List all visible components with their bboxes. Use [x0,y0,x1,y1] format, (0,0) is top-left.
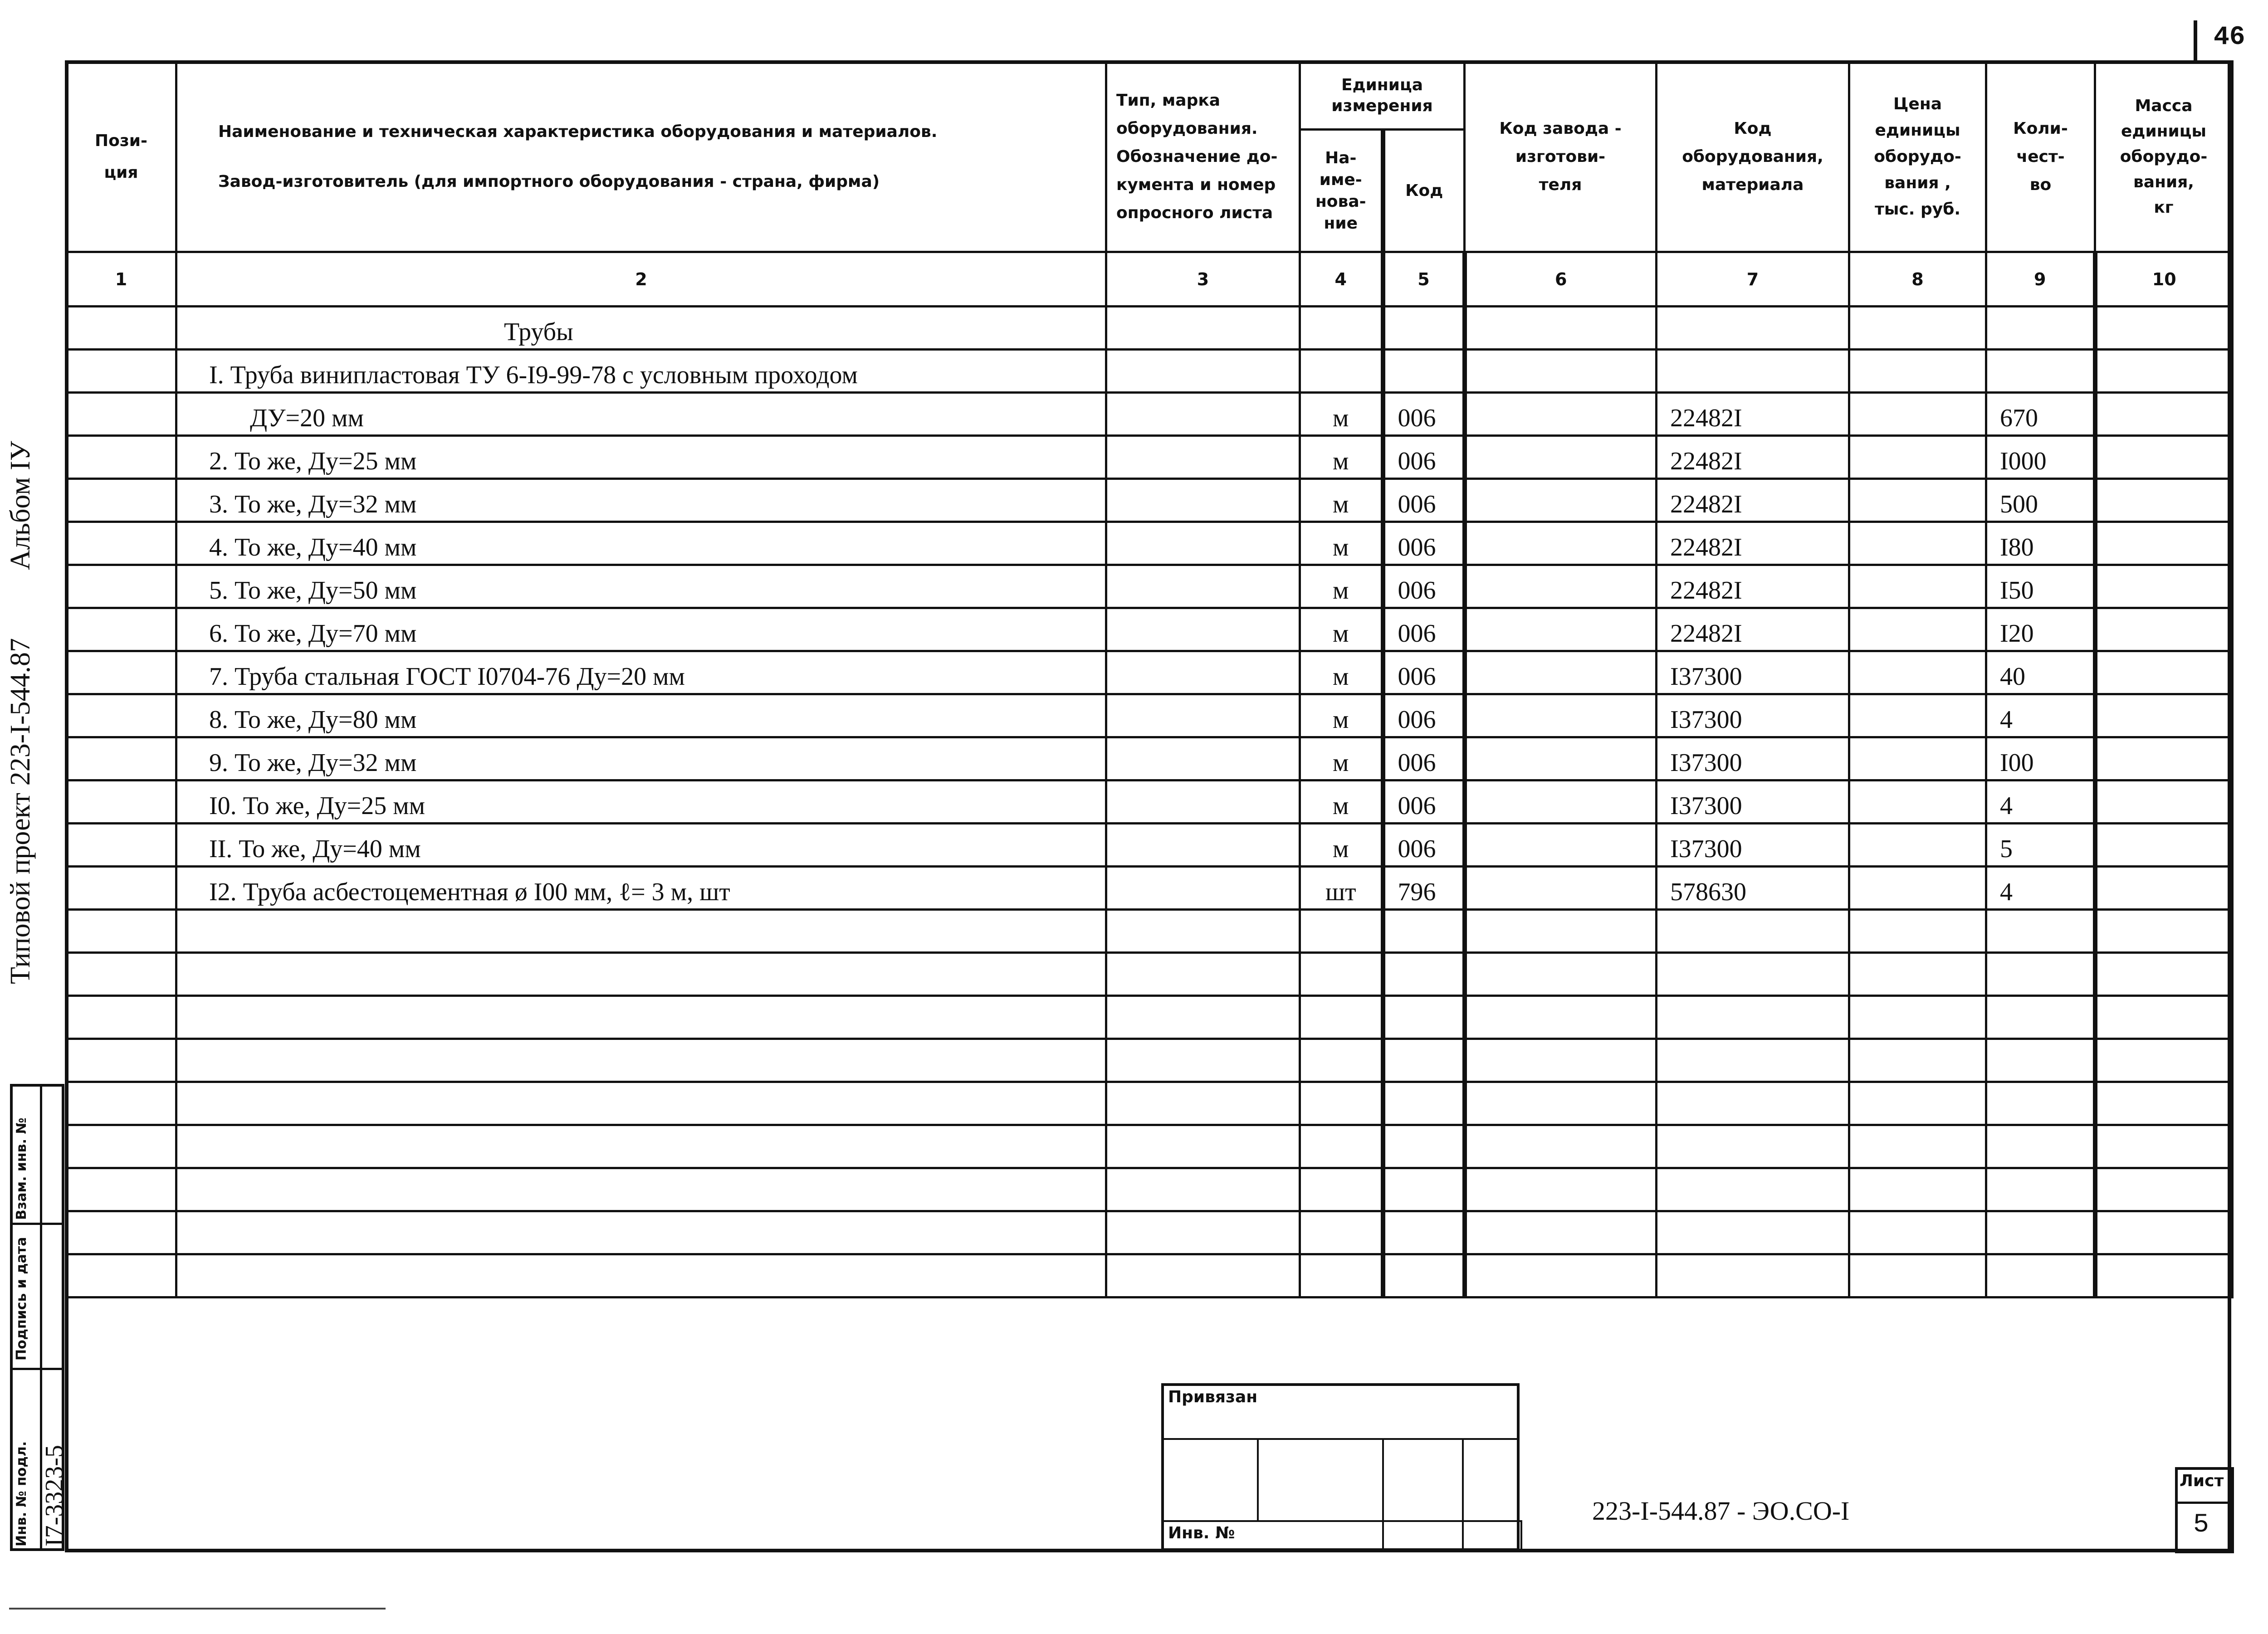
header-mass [2095,62,2233,252]
table-row [66,824,2233,867]
row-qty [1986,350,2095,393]
col-number-4: 4 [1300,252,1383,307]
header-plant-l1: Код завода - [1499,119,1622,138]
stamp-cell [1382,1438,1464,1522]
row-name: 3. То же, Ду=32 мм [176,479,1106,522]
header-unit-name-l4: ние [1324,214,1358,233]
table-row [66,350,2233,393]
empty-row [66,1168,2233,1211]
row-code: 006 [1383,565,1465,608]
table-row [66,436,2233,479]
row-name: 9. То же, Ду=32 мм [176,737,1106,780]
header-unit-name [1300,130,1383,252]
specification-table [65,60,2234,1298]
row-name: II. То же, Ду=40 мм [176,824,1106,867]
side-label-album: Альбом IУ [5,441,36,570]
header-mass-l3: оборудо- [2120,147,2208,166]
row-code: 006 [1383,651,1465,694]
row-qty: 40 [1986,651,2095,694]
sheet-label: Лист [2180,1472,2224,1490]
table-row [66,393,2233,436]
header-qty-l3: во [2029,175,2052,194]
row-qty: 500 [1986,479,2095,522]
header-price-l2: единицы [1875,121,1960,140]
sheet-number: 5 [2193,1510,2209,1540]
header-position-l1: Пози- [95,131,147,150]
col-number-7: 7 [1657,252,1849,307]
empty-row [66,1039,2233,1082]
col-number-1: 1 [66,252,176,307]
header-type-l4: кумента и номер [1116,175,1276,194]
col-number-10: 10 [2095,252,2233,307]
row-code: 006 [1383,608,1465,651]
row-code: 006 [1383,479,1465,522]
stamp-cell [1161,1438,1259,1522]
col-number-2: 2 [176,252,1106,307]
empty-row [66,996,2233,1039]
row-unit: шт [1300,867,1383,910]
header-type-l5: опросного листа [1116,203,1273,222]
row-unit: м [1300,479,1383,522]
row-material-code: 22482I [1657,522,1849,565]
side-label-project: Типовой проект 223-I-544.87 [5,638,36,984]
header-quantity [1986,62,2095,252]
header-unit-name-l2: име- [1319,170,1362,189]
header-name-line1: Наименование и техническая характеристика оборудования и материалов. [218,122,938,141]
empty-row [66,910,2233,953]
row-unit: м [1300,608,1383,651]
row-material-code: I37300 [1657,780,1849,824]
header-unit-l2: измерения [1331,96,1433,115]
row-unit: м [1300,651,1383,694]
row-unit: м [1300,565,1383,608]
row-name: 8. То же, Ду=80 мм [176,694,1106,737]
strip-divider [13,1368,62,1370]
header-position-l2: ция [104,163,138,182]
row-code: 006 [1383,780,1465,824]
row-name: I0. То же, Ду=25 мм [176,780,1106,824]
header-name-line2: Завод-изготовитель (для импортного оборудования - страна, фирма) [218,172,880,191]
row-name: ДУ=20 мм [176,393,1106,436]
row-qty: 670 [1986,393,2095,436]
row-qty: I50 [1986,565,2095,608]
stamp-cell [1382,1520,1464,1551]
row-qty: I80 [1986,522,2095,565]
row-name: I. Труба винипластовая ТУ 6-I9-99-78 с условным проходом [176,350,1106,393]
document-code: 223-I-544.87 - ЭО.СО-I [1592,1496,1850,1526]
row-unit [1300,350,1383,393]
archive-code: I7-3323-5 [40,1445,68,1546]
row-code: 006 [1383,393,1465,436]
col-number-3: 3 [1106,252,1300,307]
row-code: 796 [1383,867,1465,910]
row-qty: I20 [1986,608,2095,651]
header-name [176,62,1106,252]
row-unit: м [1300,780,1383,824]
table-row [66,867,2233,910]
table-row [66,737,2233,780]
strip-label-replace: Взам. инв. № [14,1117,29,1220]
header-price [1849,62,1986,252]
empty-row [66,1211,2233,1254]
row-material-code: I37300 [1657,694,1849,737]
header-mass-l1: Масса [2135,96,2193,115]
empty-row [66,1254,2233,1297]
page-number-tick [2194,20,2197,61]
row-qty: 4 [1986,694,2095,737]
header-unit-group [1300,62,1465,130]
header-equip-l2: оборудования, [1682,147,1823,166]
row-name: 4. То же, Ду=40 мм [176,522,1106,565]
page-number: 46 [2214,23,2245,52]
row-name: 7. Труба стальная ГОСТ I0704-76 Ду=20 мм [176,651,1106,694]
header-price-l4: вания , [1884,173,1951,192]
row-name: 2. То же, Ду=25 мм [176,436,1106,479]
row-material-code: 22482I [1657,608,1849,651]
header-unit-name-l3: нова- [1315,192,1366,211]
row-name: 6. То же, Ду=70 мм [176,608,1106,651]
row-code: 006 [1383,694,1465,737]
row-unit: м [1300,737,1383,780]
header-qty-l2: чест- [2016,147,2065,166]
strip-label-sign-date: Подпись и дата [14,1237,29,1361]
header-unit-l1: Единица [1341,75,1423,94]
table-row [66,651,2233,694]
col-number-6: 6 [1465,252,1657,307]
row-qty: 4 [1986,867,2095,910]
row-material-code [1657,350,1849,393]
row-code: 006 [1383,436,1465,479]
row-code: 006 [1383,824,1465,867]
row-unit: м [1300,436,1383,479]
header-price-l1: Цена [1893,94,1942,113]
row-material-code: 22482I [1657,565,1849,608]
header-mass-l2: единицы [2121,122,2207,141]
header-unit-name-l1: На- [1325,148,1357,167]
header-mass-l5: кг [2154,198,2174,217]
header-type [1106,62,1300,252]
table-row [66,565,2233,608]
inventory-label: Инв. № [1168,1524,1235,1542]
row-unit: м [1300,694,1383,737]
header-position [66,62,176,252]
stamp-cell [1257,1438,1384,1522]
row-unit: м [1300,824,1383,867]
row-code: 006 [1383,522,1465,565]
row-material-code: 22482I [1657,393,1849,436]
row-material-code: 22482I [1657,479,1849,522]
row-material-code: I37300 [1657,651,1849,694]
row-material-code: I37300 [1657,737,1849,780]
strip-label-inv-orig: Инв. № подл. [14,1441,29,1546]
row-material-code: 22482I [1657,436,1849,479]
row-code [1383,350,1465,393]
table-row [66,307,2233,350]
col-number-9: 9 [1986,252,2095,307]
row-name: 5. То же, Ду=50 мм [176,565,1106,608]
header-qty-l1: Коли- [2013,119,2068,138]
header-plant-code [1465,62,1657,252]
row-material-code: 578630 [1657,867,1849,910]
table-row [66,694,2233,737]
sheet-box-divider [2178,1502,2231,1504]
row-material-code: I37300 [1657,824,1849,867]
header-equip-l1: Код [1734,119,1772,138]
header-price-l3: оборудо- [1874,147,1961,166]
stamp-title: Привязан [1168,1388,1258,1406]
header-plant-l3: теля [1539,175,1582,194]
header-type-l1: Тип, марка [1116,91,1221,110]
row-name: I2. Труба асбестоцементная ø I00 мм, ℓ= 3 м, шт [176,867,1106,910]
row-unit: м [1300,522,1383,565]
row-code: 006 [1383,737,1465,780]
header-type-l3: Обозначение до- [1116,147,1278,166]
row-qty: I000 [1986,436,2095,479]
empty-row [66,953,2233,996]
row-qty: 4 [1986,780,2095,824]
header-plant-l2: изготови- [1515,147,1606,166]
header-equipment-code [1657,62,1849,252]
strip-divider [13,1223,62,1225]
row-qty: 5 [1986,824,2095,867]
row-unit: м [1300,393,1383,436]
row-qty: I00 [1986,737,2095,780]
empty-row [66,1082,2233,1125]
header-mass-l4: вания, [2133,172,2194,191]
table-row [66,608,2233,651]
table-row [66,780,2233,824]
stamp-cell [1462,1438,1520,1522]
col-number-8: 8 [1849,252,1986,307]
header-unit-code: Код [1383,130,1465,252]
col-number-5: 5 [1383,252,1465,307]
header-price-l5: тыс. руб. [1874,200,1961,219]
header-equip-l3: материала [1701,175,1804,194]
table-row [66,479,2233,522]
empty-row [66,1125,2233,1168]
side-label [5,304,41,984]
group-title: Трубы [176,307,1106,350]
table-row [66,522,2233,565]
footer-line [9,1608,386,1610]
header-type-l2: оборудования. [1116,119,1258,138]
